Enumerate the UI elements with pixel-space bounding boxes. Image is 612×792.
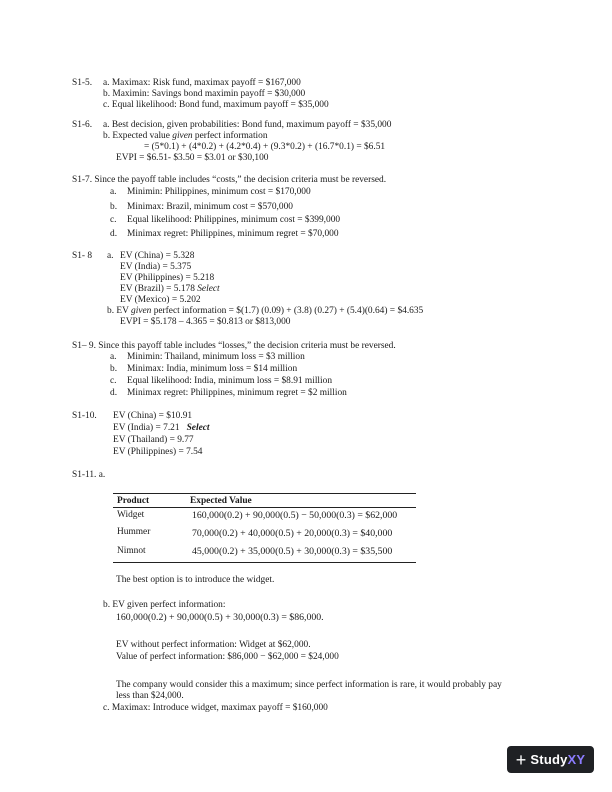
s1-9-c: Equal likelihood: India, minimum loss = $8.91 million [127,376,333,386]
s1-11-label: S1-11. a. [72,470,106,480]
s1-6-a: a. Best decision, given probabilities: Bond fund, maximum payoff = $35,000 [103,120,392,130]
s1-10-label: S1-10. [72,411,97,421]
s1-10-ev-india: EV (India) = 7.21 Select [113,423,210,433]
select-marker: Select [197,284,220,294]
table-top-rule [113,493,416,494]
brand-xy: XY [567,752,586,767]
s1-8-a-letter: a. [107,251,114,261]
s1-7-d-letter: d. [110,229,118,239]
s1-9-a: Minimin: Thailand, minimum loss = $3 million [127,352,305,362]
brand-study: Study [530,752,568,767]
s1-7-a-letter: a. [110,187,117,197]
s1-8-ev-mexico: EV (Mexico) = 5.202 [120,295,201,305]
s1-11-company-note-1: The company would consider this a maximum; since perfect information is rare, it would probably pay [116,680,502,690]
s1-7-c: Equal likelihood: Philippines, minimum cost = $399,000 [127,215,341,225]
s1-7-d: Minimax regret: Philippines, minimum regret = $70,000 [127,229,339,239]
s1-9-a-letter: a. [110,352,117,362]
s1-8-evpi: EVPI = $5.178 – 4.365 = $0.813 or $813,000 [120,317,291,327]
s1-9-b-letter: b. [110,364,118,374]
s1-11-value-perfect-info: Value of perfect information: $86,000 − $62,000 = $24,000 [116,652,339,662]
s1-6-evpi: EVPI = $6.51- $3.50 = $3.01 or $30,100 [116,153,269,163]
s1-9-d: Minimax regret: Philippines, minimum regret = $2 million [127,388,347,398]
s1-10-ev-thailand: EV (Thailand) = 9.77 [113,435,194,445]
table-row-widget-ev: 160,000(0.2) + 90,000(0.5) − 50,000(0.3) = $62,000 [192,510,398,521]
s1-9-d-letter: d. [110,388,118,398]
table-row-hummer-product: Hummer [117,527,151,537]
select-marker: Select [186,423,210,433]
table-row-hummer-ev: 70,000(0.2) + 40,000(0.5) + 20,000(0.3) = $40,000 [192,528,393,539]
table-row-nimnot-product: Nimnot [117,546,146,556]
s1-11-b-label: b. EV given perfect information: [103,600,226,610]
s1-7-intro: S1-7. Since the payoff table includes “costs,” the decision criteria must be reversed. [72,175,387,185]
table-header-product: Product [117,496,150,506]
s1-9-intro: S1– 9. Since this payoff table includes “losses,” the decision criteria must be reversed. [72,341,396,351]
s1-7-a: Minimin: Philippines, minimum cost = $170,000 [127,187,311,197]
table-header-rule [113,507,416,508]
s1-11-company-note-2: less than $24,000. [116,691,184,701]
s1-8-b: b. EV given perfect information = $(1.7) (0.09) + (3.8) (0.27) + (5.4)(0.64) = $4.635 [107,306,424,316]
s1-9-c-letter: c. [110,376,117,386]
table-header-ev: Expected Value [190,496,252,506]
s1-6-b: b. Expected value given perfect information [103,131,268,141]
table-bottom-rule [113,562,416,563]
s1-5-c: c. Equal likelihood: Bond fund, maximum payoff = $35,000 [103,100,329,110]
plus-icon: + [515,749,527,770]
s1-8-ev-philippines: EV (Philippines) = 5.218 [120,273,215,283]
table-row-nimnot-ev: 45,000(0.2) + 35,000(0.5) + 30,000(0.3) = $35,500 [192,546,393,557]
s1-6-calc: = (5*0.1) + (4*0.2) + (4.2*0.4) + (9.3*0.2) + (16.7*0.1) = $6.51 [144,142,386,152]
s1-7-b-letter: b. [110,202,118,212]
s1-11-best-option: The best option is to introduce the widget. [116,575,275,585]
s1-5-b: b. Maximin: Savings bond maximin payoff = $30,000 [103,89,306,99]
s1-8-ev-china: EV (China) = 5.328 [120,251,195,261]
s1-5-a: a. Maximax: Risk fund, maximax payoff = $167,000 [103,78,301,88]
s1-11-b-calc: 160,000(0.2) + 90,000(0.5) + 30,000(0.3) = $86,000. [116,612,324,623]
s1-8-ev-india: EV (India) = 5.375 [120,262,192,272]
s1-8-label: S1- 8 [72,251,93,261]
s1-7-b: Minimax: Brazil, minimum cost = $570,000 [127,202,293,212]
s1-8-ev-brazil: EV (Brazil) = 5.178 Select [120,284,220,294]
s1-10-ev-philippines: EV (Philippines) = 7.54 [113,447,203,457]
s1-11-c: c. Maximax: Introduce widget, maximax payoff = $160,000 [103,703,328,713]
s1-9-b: Minimax: India, minimum loss = $14 million [127,364,298,374]
s1-7-c-letter: c. [110,215,117,225]
table-row-widget-product: Widget [117,510,145,520]
s1-6-label: S1-6. [72,120,93,130]
s1-5-label: S1-5. [72,78,93,88]
studyxy-badge[interactable] [507,746,594,773]
s1-11-ev-without: EV without perfect information: Widget at $62,000. [116,640,311,650]
s1-10-ev-china: EV (China) = $10.91 [113,411,193,421]
